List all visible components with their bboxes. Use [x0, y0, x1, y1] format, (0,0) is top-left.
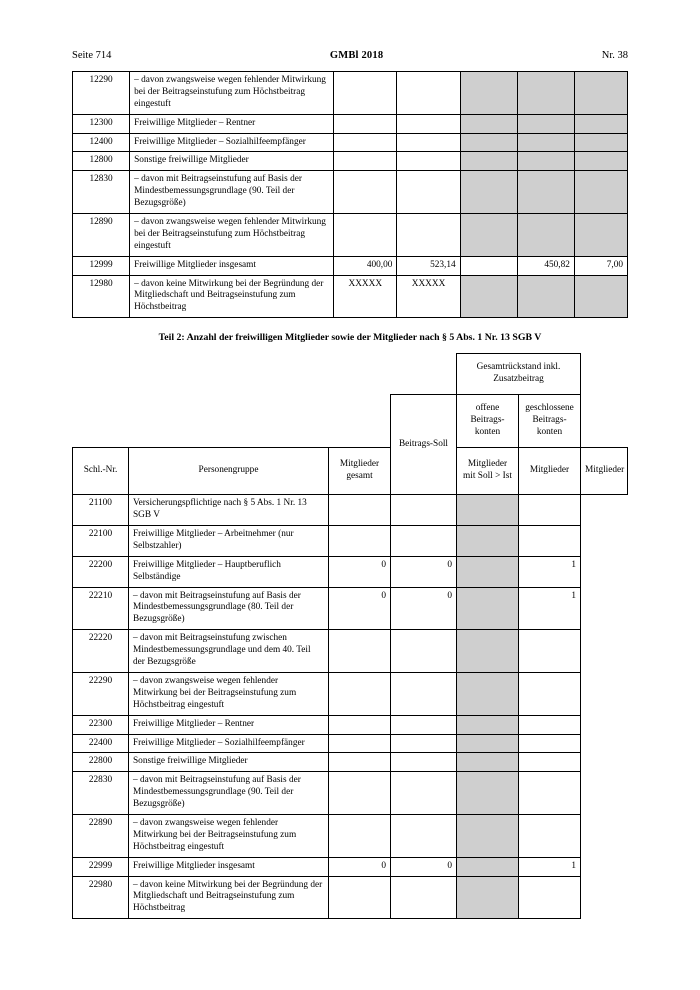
cell-mitglieder-gesamt — [329, 734, 391, 753]
cell-schl-nr: 12830 — [73, 171, 130, 214]
table-row — [73, 857, 628, 876]
table-row — [73, 734, 628, 753]
cell-mitglieder-soll-ist — [397, 72, 460, 115]
cell-offene-konten — [460, 256, 517, 275]
cell-mitglieder-geschlossen — [519, 753, 581, 772]
table-part2 — [72, 353, 628, 919]
cell-geschlossene-konten — [517, 114, 574, 133]
cell-personengruppe: – davon keine Mitwirkung bei der Begründung der Mitgliedschaft und Beitragseinstufung zum Höchstbeitrag — [129, 876, 329, 919]
cell-mitglieder-geschlossen — [519, 672, 581, 715]
spacer-cell — [329, 395, 391, 448]
cell-mitglieder-soll-ist: 0 — [391, 587, 457, 630]
cell-mitglieder-offen — [457, 772, 519, 815]
table-row — [73, 114, 628, 133]
cell-geschlossene-konten: 450,82 — [517, 256, 574, 275]
cell-personengruppe: – davon keine Mitwirkung bei der Begründung der Mitgliedschaft und Beitragseinstufung zum Höchstbeitrag — [130, 275, 334, 318]
table-row — [73, 587, 628, 630]
table-row — [73, 772, 628, 815]
cell-personengruppe: – davon zwangsweise wegen fehlender Mitwirkung bei der Beitragseinstufung zum Höchstbeitrag eingestuft — [129, 814, 329, 857]
header-row-group — [73, 354, 628, 395]
cell-personengruppe: Freiwillige Mitglieder – Rentner — [130, 114, 334, 133]
cell-mitglieder-soll-ist — [391, 495, 457, 526]
cell-offene-konten — [460, 152, 517, 171]
table-row — [73, 753, 628, 772]
cell-mitglieder-soll-ist — [391, 715, 457, 734]
cell-schl-nr: 12999 — [73, 256, 130, 275]
cell-schl-nr: 12980 — [73, 275, 130, 318]
table-part2-caption: Teil 2: Anzahl der freiwilligen Mitglieder sowie der Mitglieder nach § 5 Abs. 1 Nr. 13 SGB V — [158, 332, 542, 344]
cell-mitglieder-gesamt — [334, 152, 397, 171]
cell-mitglieder-geschlossen — [519, 814, 581, 857]
cell-schl-nr: 22200 — [73, 556, 129, 587]
cell-mitglieder-gesamt — [329, 495, 391, 526]
header-beitrags-soll: Beitrags-Soll — [391, 395, 457, 495]
cell-schl-nr: 12290 — [73, 72, 130, 115]
cell-offene-konten — [460, 214, 517, 257]
cell-offene-konten — [460, 171, 517, 214]
cell-personengruppe: Freiwillige Mitglieder – Rentner — [129, 715, 329, 734]
cell-mitglieder-geschlossen — [519, 495, 581, 526]
spacer-cell — [73, 354, 129, 395]
cell-mitglieder-geschlossen — [519, 772, 581, 815]
cell-personengruppe: Sonstige freiwillige Mitglieder — [129, 753, 329, 772]
cell-schl-nr: 22400 — [73, 734, 129, 753]
table-row — [73, 814, 628, 857]
cell-mitglieder-soll-ist — [391, 630, 457, 673]
spacer-cell — [329, 354, 391, 395]
cell-mitglieder-geschlossen: 1 — [519, 587, 581, 630]
cell-schl-nr: 12800 — [73, 152, 130, 171]
cell-zusatz — [574, 275, 627, 318]
cell-zusatz — [574, 133, 627, 152]
cell-personengruppe: Freiwillige Mitglieder – Sozialhilfeempfänger — [129, 734, 329, 753]
cell-mitglieder-soll-ist: 0 — [391, 556, 457, 587]
table-row — [73, 876, 628, 919]
cell-schl-nr: 21100 — [73, 495, 129, 526]
cell-mitglieder-soll-ist — [391, 734, 457, 753]
cell-mitglieder-gesamt — [334, 171, 397, 214]
table-part1-body — [73, 72, 628, 318]
cell-geschlossene-konten — [517, 133, 574, 152]
cell-mitglieder-geschlossen: 1 — [519, 556, 581, 587]
cell-personengruppe: – davon mit Beitragseinstufung zwischen Mindestbemessungsgrundlage und dem 40. Teil der Bezugsgröße — [129, 630, 329, 673]
cell-offene-konten — [460, 72, 517, 115]
cell-mitglieder-geschlossen — [519, 715, 581, 734]
header-geschlossene-beitragskonten-label: geschlossene Beitrags-konten — [525, 403, 574, 438]
cell-mitglieder-gesamt — [329, 672, 391, 715]
cell-geschlossene-konten — [517, 72, 574, 115]
cell-personengruppe: Sonstige freiwillige Mitglieder — [130, 152, 334, 171]
header-personengruppe: Personengruppe — [129, 448, 329, 495]
cell-schl-nr: 22800 — [73, 753, 129, 772]
table-part2-body — [73, 495, 628, 919]
cell-mitglieder-offen — [457, 814, 519, 857]
table-row — [73, 72, 628, 115]
header-right: Nr. 38 — [601, 50, 628, 61]
table-row — [73, 133, 628, 152]
spacer-cell — [391, 354, 457, 395]
cell-mitglieder-gesamt — [329, 876, 391, 919]
cell-schl-nr: 22980 — [73, 876, 129, 919]
cell-mitglieder-offen — [457, 587, 519, 630]
cell-schl-nr: 22300 — [73, 715, 129, 734]
cell-zusatz — [574, 72, 627, 115]
cell-personengruppe: – davon mit Beitragseinstufung auf Basis der Mindestbemessungsgrundlage (90. Teil der Bezugsgröße) — [129, 772, 329, 815]
header-offene-beitragskonten-label: offene Beitrags-konten — [470, 403, 505, 438]
cell-mitglieder-offen — [457, 556, 519, 587]
cell-schl-nr: 22100 — [73, 526, 129, 557]
cell-mitglieder-soll-ist — [391, 526, 457, 557]
table-row — [73, 256, 628, 275]
cell-schl-nr: 12300 — [73, 114, 130, 133]
cell-geschlossene-konten — [517, 152, 574, 171]
page-header — [72, 50, 628, 61]
table-row — [73, 214, 628, 257]
cell-geschlossene-konten — [517, 214, 574, 257]
cell-offene-konten — [460, 275, 517, 318]
spacer-cell — [129, 354, 329, 395]
cell-zusatz — [574, 114, 627, 133]
cell-mitglieder-gesamt: 0 — [329, 587, 391, 630]
cell-personengruppe: Freiwillige Mitglieder – Sozialhilfeempfänger — [130, 133, 334, 152]
cell-mitglieder-gesamt — [329, 814, 391, 857]
header-mitglieder-geschlossen: Mitglieder — [581, 448, 628, 495]
cell-mitglieder-gesamt — [329, 526, 391, 557]
header-row-columns — [73, 448, 628, 495]
cell-mitglieder-gesamt — [329, 772, 391, 815]
cell-mitglieder-gesamt: 400,00 — [334, 256, 397, 275]
cell-schl-nr: 22220 — [73, 630, 129, 673]
cell-personengruppe: – davon zwangsweise wegen fehlender Mitwirkung bei der Beitragseinstufung zum Höchstbeitrag eingestuft — [130, 72, 334, 115]
table-row — [73, 556, 628, 587]
cell-mitglieder-gesamt — [329, 630, 391, 673]
table-row — [73, 526, 628, 557]
cell-mitglieder-offen — [457, 876, 519, 919]
cell-mitglieder-soll-ist — [391, 672, 457, 715]
cell-mitglieder-gesamt: 0 — [329, 857, 391, 876]
cell-personengruppe: Freiwillige Mitglieder – Hauptberuflich Selbständige — [129, 556, 329, 587]
cell-mitglieder-soll-ist: 523,14 — [397, 256, 460, 275]
cell-mitglieder-gesamt: XXXXX — [334, 275, 397, 318]
header-row-subgroup — [73, 395, 628, 448]
cell-mitglieder-soll-ist — [397, 171, 460, 214]
table-row — [73, 171, 628, 214]
cell-mitglieder-soll-ist — [397, 133, 460, 152]
cell-mitglieder-soll-ist — [391, 753, 457, 772]
cell-mitglieder-geschlossen — [519, 876, 581, 919]
cell-mitglieder-gesamt — [334, 214, 397, 257]
header-schl-nr: Schl.-Nr. — [73, 448, 129, 495]
cell-personengruppe: – davon mit Beitragseinstufung auf Basis der Mindestbemessungsgrundlage (90. Teil der Bezugsgröße) — [130, 171, 334, 214]
cell-schl-nr: 22830 — [73, 772, 129, 815]
cell-geschlossene-konten — [517, 275, 574, 318]
cell-mitglieder-gesamt — [334, 133, 397, 152]
cell-schl-nr: 22890 — [73, 814, 129, 857]
cell-mitglieder-geschlossen — [519, 526, 581, 557]
cell-mitglieder-soll-ist — [391, 772, 457, 815]
cell-mitglieder-soll-ist — [391, 814, 457, 857]
cell-zusatz: 7,00 — [574, 256, 627, 275]
cell-schl-nr: 22290 — [73, 672, 129, 715]
cell-mitglieder-geschlossen — [519, 630, 581, 673]
cell-schl-nr: 22210 — [73, 587, 129, 630]
cell-personengruppe: – davon zwangsweise wegen fehlender Mitwirkung bei der Beitragseinstufung zum Höchstbeitrag eingestuft — [130, 214, 334, 257]
cell-mitglieder-offen — [457, 526, 519, 557]
cell-zusatz — [574, 171, 627, 214]
cell-mitglieder-geschlossen — [519, 734, 581, 753]
header-gesamtrueckstand: Gesamtrückstand inkl. Zusatzbeitrag — [457, 354, 581, 395]
header-mitglieder-gesamt: Mitglieder gesamt — [329, 448, 391, 495]
spacer-cell — [73, 395, 129, 448]
cell-mitglieder-offen — [457, 715, 519, 734]
cell-personengruppe: Freiwillige Mitglieder – Arbeitnehmer (nur Selbstzahler) — [129, 526, 329, 557]
cell-mitglieder-gesamt: 0 — [329, 556, 391, 587]
cell-schl-nr: 22999 — [73, 857, 129, 876]
cell-geschlossene-konten — [517, 171, 574, 214]
cell-personengruppe: Freiwillige Mitglieder insgesamt — [130, 256, 334, 275]
cell-mitglieder-soll-ist: 0 — [391, 857, 457, 876]
cell-offene-konten — [460, 133, 517, 152]
cell-mitglieder-soll-ist — [397, 214, 460, 257]
table-part2-head — [73, 354, 628, 495]
cell-mitglieder-soll-ist: XXXXX — [397, 275, 460, 318]
table-row — [73, 630, 628, 673]
header-offene-beitragskonten — [457, 395, 519, 448]
cell-mitglieder-offen — [457, 753, 519, 772]
table-row — [73, 715, 628, 734]
cell-mitglieder-offen — [457, 857, 519, 876]
header-center: GMBl 2018 — [329, 50, 384, 61]
cell-zusatz — [574, 214, 627, 257]
table-row — [73, 672, 628, 715]
cell-mitglieder-gesamt — [334, 114, 397, 133]
cell-offene-konten — [460, 114, 517, 133]
cell-zusatz — [574, 152, 627, 171]
cell-mitglieder-offen — [457, 630, 519, 673]
header-mitglieder-soll-ist: Mitglieder mit Soll > Ist — [457, 448, 519, 495]
cell-mitglieder-offen — [457, 672, 519, 715]
cell-mitglieder-offen — [457, 495, 519, 526]
table-row — [73, 275, 628, 318]
table-part1-continued — [72, 71, 628, 318]
header-mitglieder-offen: Mitglieder — [519, 448, 581, 495]
cell-personengruppe: – davon zwangsweise wegen fehlender Mitwirkung bei der Beitragseinstufung zum Höchstbeitrag eingestuft — [129, 672, 329, 715]
cell-personengruppe: Freiwillige Mitglieder insgesamt — [129, 857, 329, 876]
cell-schl-nr: 12890 — [73, 214, 130, 257]
cell-mitglieder-gesamt — [329, 715, 391, 734]
header-left: Seite 714 — [72, 50, 112, 61]
cell-mitglieder-gesamt — [329, 753, 391, 772]
cell-mitglieder-soll-ist — [397, 152, 460, 171]
cell-mitglieder-soll-ist — [397, 114, 460, 133]
table-row — [73, 495, 628, 526]
cell-mitglieder-soll-ist — [391, 876, 457, 919]
table-row — [73, 152, 628, 171]
cell-mitglieder-geschlossen: 1 — [519, 857, 581, 876]
cell-mitglieder-gesamt — [334, 72, 397, 115]
cell-personengruppe: Versicherungspflichtige nach § 5 Abs. 1 Nr. 13 SGB V — [129, 495, 329, 526]
cell-mitglieder-offen — [457, 734, 519, 753]
header-geschlossene-beitragskonten — [519, 395, 581, 448]
spacer-cell — [129, 395, 329, 448]
cell-personengruppe: – davon mit Beitragseinstufung auf Basis der Mindestbemessungsgrundlage (80. Teil der Bezugsgröße) — [129, 587, 329, 630]
cell-schl-nr: 12400 — [73, 133, 130, 152]
